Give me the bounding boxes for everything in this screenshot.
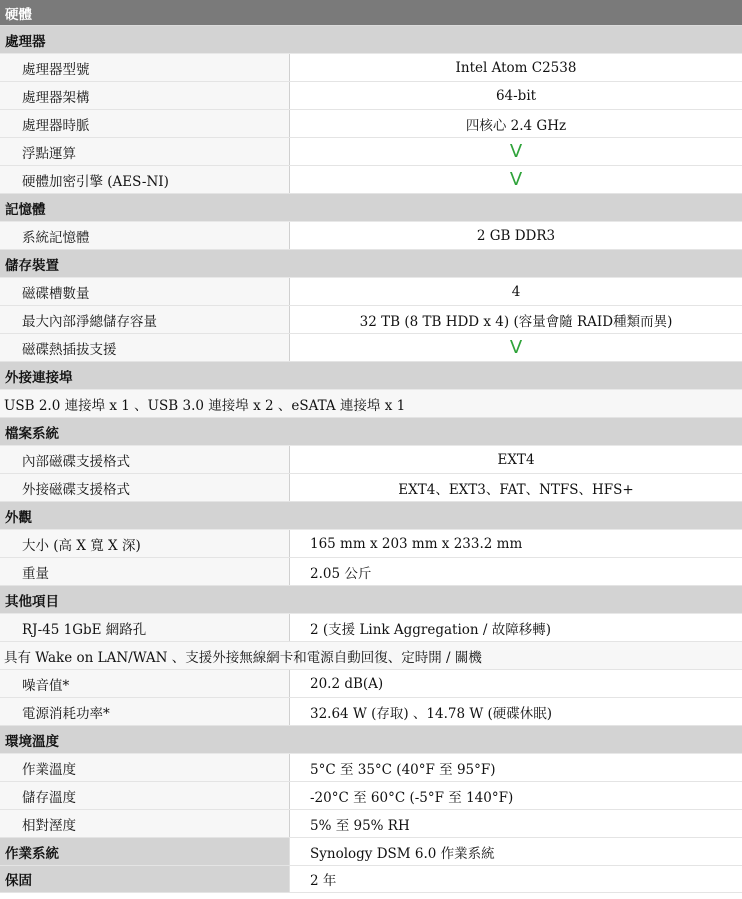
spec-label: 磁碟熱插拔支援 [0,334,290,361]
spec-row-cpu-model [0,54,742,82]
spec-value: 四核心 2.4 GHz [290,110,742,137]
section-title: 記憶體 [5,201,46,218]
section-header-ports [0,362,742,390]
spec-row-lan [0,614,742,642]
spec-value: 4 [290,278,742,305]
check-icon: V [509,336,523,358]
spec-row-max-capacity [0,306,742,334]
spec-row-os [0,838,742,866]
spec-row-hot-swap [0,334,742,362]
spec-label: 噪音值* [0,670,290,697]
section-header-others [0,586,742,614]
section-title: 其他項目 [5,593,59,610]
check-icon: V [509,140,523,162]
section-header-processor [0,26,742,54]
spec-value: 2 GB DDR3 [290,222,742,249]
spec-value: 具有 Wake on LAN/WAN 、支援外接無線網卡和電源自動回復、定時開 / 關機 [4,649,482,666]
spec-row-humidity [0,810,742,838]
spec-value: USB 2.0 連接埠 x 1 、USB 3.0 連接埠 x 2 、eSATA 連接埠 x 1 [4,397,406,414]
spec-value: Intel Atom C2538 [290,54,742,81]
section-title: 外觀 [5,509,32,526]
spec-label: 重量 [0,558,290,585]
spec-value: 20.2 dB(A) [290,670,742,697]
section-title: 環境溫度 [5,733,59,750]
spec-value [290,166,742,193]
spec-row-power [0,698,742,726]
spec-value: EXT4 [290,446,742,473]
spec-label: RJ-45 1GbE 網路孔 [0,614,290,641]
spec-row-fpu [0,138,742,166]
spec-row-ports [0,390,742,418]
section-title: 儲存裝置 [5,257,59,274]
spec-row-aes-ni [0,166,742,194]
section-header-filesystem [0,418,742,446]
spec-value: 2 (支援 Link Aggregation / 故障移轉) [290,614,742,641]
spec-row-external-fs [0,474,742,502]
section-title: 外接連接埠 [5,369,73,386]
spec-label: 作業溫度 [0,754,290,781]
spec-value: 5°C 至 35°C (40°F 至 95°F) [290,754,742,781]
spec-label: 內部磁碟支援格式 [0,446,290,473]
spec-row-ram [0,222,742,250]
section-header-memory [0,194,742,222]
spec-label: 儲存溫度 [0,782,290,809]
spec-value: 165 mm x 203 mm x 233.2 mm [290,530,742,557]
spec-value: -20°C 至 60°C (-5°F 至 140°F) [290,782,742,809]
section-header-environment [0,726,742,754]
spec-label: 浮點運算 [0,138,290,165]
spec-row-noise [0,670,742,698]
spec-label: 電源消耗功率* [0,698,290,725]
spec-row-features [0,642,742,670]
section-title: 作業系統 [0,838,290,865]
table-title [0,0,742,26]
section-header-appearance [0,502,742,530]
check-icon: V [509,168,523,190]
spec-label: 外接磁碟支援格式 [0,474,290,501]
spec-value: EXT4、EXT3、FAT、NTFS、HFS+ [290,474,742,501]
section-header-storage [0,250,742,278]
section-title: 檔案系統 [5,425,59,442]
spec-label: 處理器時脈 [0,110,290,137]
spec-label: 系統記憶體 [0,222,290,249]
spec-row-size [0,530,742,558]
spec-value: 5% 至 95% RH [290,810,742,837]
spec-row-weight [0,558,742,586]
spec-label: 相對溼度 [0,810,290,837]
spec-label: 處理器型號 [0,54,290,81]
spec-value: 2.05 公斤 [290,558,742,585]
spec-label: 大小 (高 X 寬 X 深) [0,530,290,557]
spec-value [290,334,742,361]
spec-label: 最大內部淨總儲存容量 [0,306,290,333]
spec-row-warranty [0,866,742,893]
spec-row-cpu-clock [0,110,742,138]
spec-value: 32.64 W (存取) 、14.78 W (硬碟休眠) [290,698,742,725]
section-title: 處理器 [5,33,46,50]
spec-value: 2 年 [290,866,742,892]
spec-label: 處理器架構 [0,82,290,109]
spec-row-drive-bays [0,278,742,306]
table-title-text: 硬體 [5,6,32,23]
spec-row-operating-temp [0,754,742,782]
spec-value: 32 TB (8 TB HDD x 4) (容量會隨 RAID種類而異) [290,306,742,333]
spec-row-cpu-arch [0,82,742,110]
spec-value [290,138,742,165]
spec-row-internal-fs [0,446,742,474]
spec-value: 64-bit [290,82,742,109]
spec-label: 硬體加密引擎 (AES-NI) [0,166,290,193]
spec-label: 磁碟槽數量 [0,278,290,305]
spec-value: Synology DSM 6.0 作業系統 [290,838,742,865]
section-title: 保固 [0,866,290,892]
spec-row-storage-temp [0,782,742,810]
